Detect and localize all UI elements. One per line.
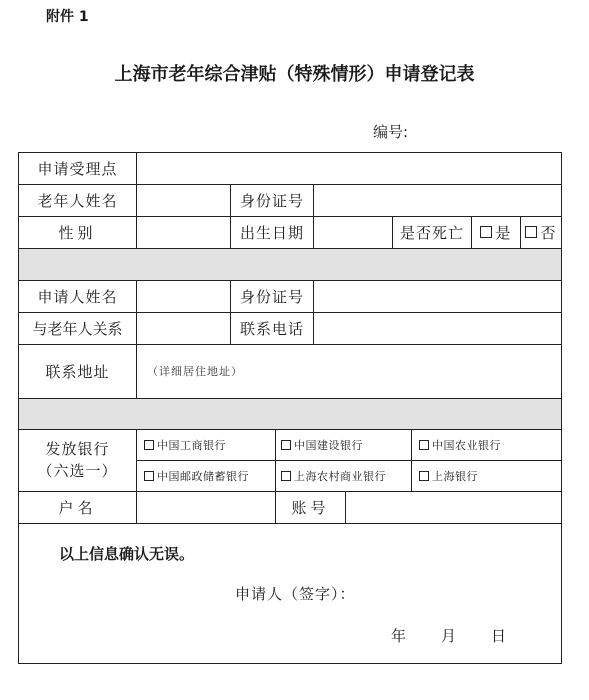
- applicant-name-label: 申请人姓名: [37, 287, 118, 306]
- deceased-yes-option[interactable]: [472, 216, 520, 248]
- bank-label-line2: （六选一）: [37, 462, 118, 480]
- elder-name-input[interactable]: [137, 184, 230, 216]
- row-line: [19, 398, 561, 399]
- bank-name: 中国建设银行: [294, 438, 363, 452]
- bank-option-bosc[interactable]: [419, 460, 478, 491]
- bank-option-icbc[interactable]: [144, 429, 226, 460]
- phone-label: 联系电话: [239, 319, 304, 338]
- date-line: [391, 625, 507, 646]
- separator-row-2: [19, 398, 561, 429]
- gender-input[interactable]: [137, 216, 230, 248]
- column-line: [275, 429, 276, 491]
- icbc-checkbox[interactable]: [144, 440, 154, 450]
- applicant-name-input[interactable]: [137, 280, 230, 312]
- no-checkbox[interactable]: [525, 226, 537, 238]
- bank-label-line1: 发放银行: [45, 440, 110, 458]
- bank-name: 上海农村商业银行: [294, 469, 386, 483]
- applicant-id-label: 身份证号: [239, 287, 304, 306]
- account-name-input[interactable]: [137, 491, 275, 523]
- date-day-label: 日: [491, 627, 508, 645]
- ccb-checkbox[interactable]: [281, 440, 291, 450]
- date-month-label: 月: [441, 627, 458, 645]
- yes-checkbox[interactable]: [480, 226, 492, 238]
- deceased-label: 是否死亡: [399, 223, 464, 242]
- address-label: 联系地址: [45, 362, 110, 381]
- bank-name: 上海银行: [432, 469, 478, 483]
- srcb-checkbox[interactable]: [281, 471, 291, 481]
- office-label: 申请受理点: [37, 160, 118, 178]
- bosc-checkbox[interactable]: [419, 471, 429, 481]
- relation-input[interactable]: [137, 312, 230, 344]
- application-form-table: [18, 152, 562, 664]
- row-line: [19, 523, 561, 524]
- gender-label: 性别: [58, 223, 97, 242]
- row-line: [19, 248, 561, 249]
- birth-date-input[interactable]: [314, 216, 392, 248]
- elder-id-input[interactable]: [314, 184, 561, 216]
- phone-input[interactable]: [314, 312, 561, 344]
- bank-name: 中国工商银行: [157, 438, 226, 452]
- confirmation-text: 以上信息确认无误。: [59, 545, 195, 563]
- office-input[interactable]: [137, 153, 561, 184]
- account-name-label: 户名: [58, 498, 97, 517]
- psbc-checkbox[interactable]: [144, 471, 154, 481]
- bank-option-psbc[interactable]: [144, 460, 249, 491]
- bank-name: 中国农业银行: [432, 438, 501, 452]
- bank-option-abc[interactable]: [419, 429, 501, 460]
- account-number-input[interactable]: [346, 491, 561, 523]
- abc-checkbox[interactable]: [419, 440, 429, 450]
- deceased-no-option[interactable]: [521, 216, 561, 248]
- column-line: [411, 429, 412, 491]
- separator-row-1: [19, 248, 561, 280]
- bank-option-ccb[interactable]: [281, 429, 363, 460]
- serial-number-label: 编号:: [373, 123, 409, 141]
- bank-name: 中国邮政储蓄银行: [157, 469, 249, 483]
- birth-date-label: 出生日期: [239, 223, 304, 242]
- bank-option-srcb[interactable]: [281, 460, 386, 491]
- signature-label: 申请人（签字）：: [235, 585, 356, 603]
- relation-label: 与老年人关系: [32, 319, 123, 338]
- bank-label: [19, 429, 136, 491]
- applicant-id-input[interactable]: [314, 280, 561, 312]
- elder-name-label: 老年人姓名: [37, 191, 118, 210]
- no-label: 否: [540, 223, 557, 242]
- yes-label: 是: [495, 223, 512, 242]
- elder-id-label: 身份证号: [239, 191, 304, 210]
- address-input[interactable]: （详细居住地址）: [147, 365, 243, 378]
- form-title: 上海市老年综合津贴（特殊情形）申请登记表: [114, 64, 475, 85]
- attachment-label: 附件 1: [46, 9, 89, 25]
- signature-field[interactable]: [369, 579, 519, 603]
- account-number-label: 账号: [291, 498, 330, 517]
- date-year-label: 年: [391, 627, 408, 645]
